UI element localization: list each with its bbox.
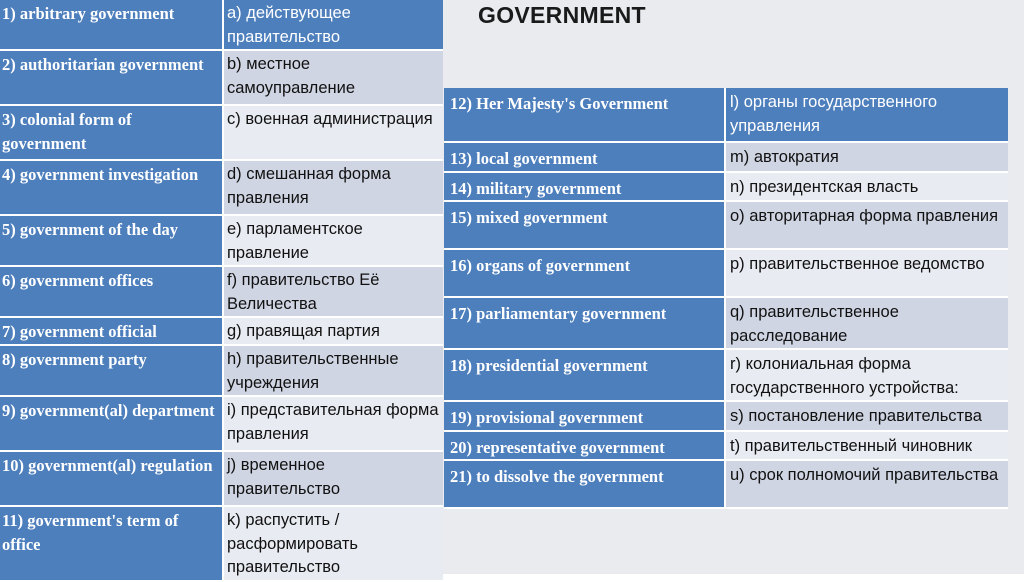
table-row	[444, 350, 1008, 402]
english-term: 9) government(al) department	[0, 397, 224, 452]
table-row	[0, 106, 443, 161]
table-row	[444, 461, 1008, 509]
table-row	[0, 318, 443, 346]
russian-translation: d) смешанная форма правления	[224, 161, 443, 216]
english-term: 5) government of the day	[0, 216, 224, 267]
table-row	[444, 173, 1008, 203]
russian-translation: p) правительственное ведомство	[726, 250, 1008, 298]
table-row	[0, 452, 443, 507]
english-term: 10) government(al) regulation	[0, 452, 224, 507]
table-row	[0, 0, 443, 51]
english-term: 8) government party	[0, 346, 224, 397]
table-row	[0, 51, 443, 106]
english-term: 19) provisional government	[444, 402, 726, 432]
english-term: 17) parliamentary government	[444, 298, 726, 350]
table-row	[444, 250, 1008, 298]
russian-translation: o) авторитарная форма правления	[726, 202, 1008, 250]
table-row	[0, 346, 443, 397]
table-row	[444, 432, 1008, 462]
russian-translation: r) колониальная форма государственного устройства:	[726, 350, 1008, 402]
english-term: 13) local government	[444, 143, 726, 173]
russian-translation: c) военная администрация	[224, 106, 443, 161]
english-term: 3) colonial form of government	[0, 106, 224, 161]
english-term: 20) representative government	[444, 432, 726, 462]
vocabulary-table-right	[444, 88, 1008, 509]
table-row	[444, 402, 1008, 432]
english-term: 1) arbitrary government	[0, 0, 224, 51]
table-row	[444, 88, 1008, 143]
english-term: 4) government investigation	[0, 161, 224, 216]
russian-translation: u) срок полномочий правительства	[726, 461, 1008, 509]
table-row	[444, 143, 1008, 173]
russian-translation: j) временное правительство	[224, 452, 443, 507]
russian-translation: h) правительственные учреждения	[224, 346, 443, 397]
english-term: 12) Her Majesty's Government	[444, 88, 726, 143]
table-row	[0, 397, 443, 452]
english-term: 7) government official	[0, 318, 224, 346]
russian-translation: a) действующее правительство	[224, 0, 443, 51]
english-term: 21) to dissolve the government	[444, 461, 726, 509]
english-term: 16) organs of government	[444, 250, 726, 298]
russian-translation: e) парламентское правление	[224, 216, 443, 267]
table-row	[0, 216, 443, 267]
table-row	[0, 267, 443, 318]
english-term: 14) military government	[444, 173, 726, 203]
russian-translation: q) правительственное расследование	[726, 298, 1008, 350]
russian-translation: i) представительная форма правления	[224, 397, 443, 452]
russian-translation: b) местное самоуправление	[224, 51, 443, 106]
russian-translation: f) правительство Её Величества	[224, 267, 443, 318]
table-row	[0, 507, 443, 582]
english-term: 11) government's term of office	[0, 507, 224, 582]
vocabulary-table-left	[0, 0, 443, 582]
russian-translation: g) правящая партия	[224, 318, 443, 346]
russian-translation: t) правительственный чиновник	[726, 432, 1008, 462]
russian-translation: k) распустить / расформировать правительство	[224, 507, 443, 582]
table-row	[444, 298, 1008, 350]
russian-translation: s) постановление правительства	[726, 402, 1008, 432]
russian-translation: m) автократия	[726, 143, 1008, 173]
russian-translation: n) президентская власть	[726, 173, 1008, 203]
table-row	[444, 202, 1008, 250]
english-term: 2) authoritarian government	[0, 51, 224, 106]
table-row	[0, 161, 443, 216]
english-term: 6) government offices	[0, 267, 224, 318]
slide-title: GOVERNMENT	[478, 2, 646, 28]
english-term: 15) mixed government	[444, 202, 726, 250]
russian-translation: l) органы государственного управления	[726, 88, 1008, 143]
english-term: 18) presidential government	[444, 350, 726, 402]
